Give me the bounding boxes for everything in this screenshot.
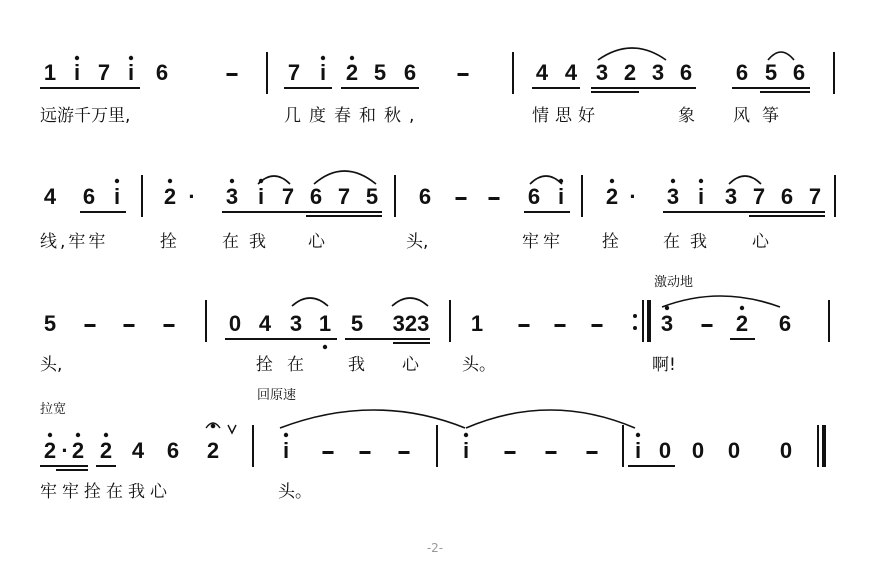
underline [341,87,419,89]
slur [598,48,666,60]
lyric: 啊! [652,355,676,375]
note: 3 [666,184,680,209]
barline [828,300,830,342]
underline [628,465,675,467]
note: 6 [155,60,169,85]
barline [834,175,836,217]
barline [581,175,583,217]
dash [505,451,516,454]
note: 2 [43,438,57,463]
note: 1 [470,311,484,336]
lyric: 在我 [663,232,717,252]
note: 4 [564,60,578,85]
fermata-arc [206,423,220,428]
barline [141,175,143,217]
underline [760,91,810,93]
note: 2 [345,60,359,85]
slur [292,298,328,306]
note: 3 [660,311,674,336]
breath-mark [228,425,236,433]
high-octave-dot [76,433,80,437]
note: 3 [225,184,239,209]
note: 4 [131,438,145,463]
underline [56,469,88,471]
slur [258,176,290,184]
note: 5 [373,60,387,85]
dash [124,324,135,327]
note: · [629,184,637,209]
lyric: 线,牢牢 [40,232,109,252]
note: 0 [691,438,705,463]
high-octave-dot [464,433,468,437]
note: 2 [163,184,177,209]
dash [489,197,500,200]
lyric: 心 [402,355,419,375]
note: 0 [727,438,741,463]
dash [360,451,371,454]
high-octave-dot [665,306,669,310]
note: 6 [527,184,541,209]
lyric: 拴 [602,232,619,252]
repeat-barline [642,300,644,342]
barline [205,300,207,342]
dash [519,324,530,327]
underline [80,211,126,213]
underline [749,215,825,217]
underline [96,465,116,467]
note: 3 [724,184,738,209]
barline [622,425,624,467]
barline [449,300,451,342]
high-octave-dot [115,179,119,183]
note: 2 [71,438,85,463]
dash [323,451,334,454]
high-octave-dot [610,179,614,183]
note: i [73,60,81,85]
lyric: 我 [348,355,365,375]
high-octave-dot [284,433,288,437]
high-octave-dot [48,433,52,437]
note: i [282,438,290,463]
underline [663,211,825,213]
underline [730,338,755,340]
note: 5 [43,311,57,336]
dash [555,324,566,327]
note: 7 [337,184,351,209]
annotation: 拉宽 [40,402,67,417]
tie [466,410,635,428]
note: 6 [403,60,417,85]
high-octave-dot [636,433,640,437]
lyric: 心 [308,232,325,252]
note: 7 [752,184,766,209]
dash [164,324,175,327]
lyric: 牢牢 [522,232,564,252]
note: 5 [365,184,379,209]
underline [40,465,88,467]
slur [729,176,761,184]
barline [252,425,254,467]
dash [458,73,469,76]
high-octave-dot [559,179,563,183]
lyric: 远游千万里, [40,106,131,126]
page-number: -2- [426,541,444,555]
note: 2 [99,438,113,463]
high-octave-dot [104,433,108,437]
high-octave-dot [671,179,675,183]
underline [524,211,570,213]
repeat-dot [633,326,637,330]
note: 2 [735,311,749,336]
note: 323 [392,311,430,336]
underline [284,87,332,89]
note: 3 [595,60,609,85]
lyric: 拴在 [256,355,318,375]
repeat-dot [633,314,637,318]
note: · [61,438,69,463]
final-barline [822,425,826,467]
underline [345,338,430,340]
note: i [127,60,135,85]
repeat-barline-thick [647,300,651,342]
note: 5 [764,60,778,85]
lyric: 头, [406,232,429,252]
barline [512,52,514,94]
note: i [319,60,327,85]
lyric: 头, [40,355,63,375]
underline [591,91,639,93]
underline [40,87,140,89]
slur [314,171,376,184]
note: 4 [535,60,549,85]
lyric: 头。 [462,355,496,375]
fermata [206,423,236,433]
underline [306,215,382,217]
annotation: 回原速 [257,388,297,403]
dash [85,324,96,327]
lyric: 风筝 [733,106,791,126]
low-octave-dot [323,345,327,349]
note: 6 [735,60,749,85]
barline [394,175,396,217]
note: 6 [778,311,792,336]
lyric: 头。 [278,482,312,502]
annotation: 激动地 [654,275,694,290]
dash [456,197,467,200]
lyric: 几度春和秋, [284,106,423,126]
slur [768,52,794,60]
note: 6 [82,184,96,209]
barline [436,425,438,467]
note: 0 [779,438,793,463]
slur [662,296,780,307]
high-octave-dot [168,179,172,183]
note: 5 [350,311,364,336]
note: 6 [780,184,794,209]
note: 7 [281,184,295,209]
note: 6 [309,184,323,209]
note: 3 [289,311,303,336]
note: 7 [287,60,301,85]
note: 2 [623,60,637,85]
dash [546,451,557,454]
note: 6 [792,60,806,85]
fermata-dot [211,424,214,427]
dash [592,324,603,327]
note: · [188,184,196,209]
underline [532,87,580,89]
note: i [557,184,565,209]
note: 6 [418,184,432,209]
note: 2 [605,184,619,209]
note: i [257,184,265,209]
note: 6 [166,438,180,463]
barline [266,52,268,94]
note: 2 [206,438,220,463]
slur [530,176,562,184]
note: 0 [658,438,672,463]
dash [399,451,410,454]
note: i [113,184,121,209]
high-octave-dot [699,179,703,183]
lyric: 拴 [160,232,177,252]
note: 1 [43,60,57,85]
underline [591,87,696,89]
note: 4 [43,184,57,209]
underline [225,338,337,340]
note: 6 [679,60,693,85]
lyric: 在我 [222,232,276,252]
underline [393,342,430,344]
note: 7 [808,184,822,209]
lyric: 象 [678,106,695,126]
note: 4 [258,311,272,336]
high-octave-dot [740,306,744,310]
high-octave-dot [230,179,234,183]
high-octave-dot [259,179,263,183]
note: i [462,438,470,463]
lyric: 情思好 [532,106,601,126]
barline [833,52,835,94]
note: i [634,438,642,463]
note: 7 [97,60,111,85]
note: 1 [318,311,332,336]
lyric: 心 [752,232,769,252]
note: i [697,184,705,209]
underline [732,87,810,89]
underline [222,211,382,213]
barline [817,425,819,467]
note: 3 [651,60,665,85]
note: 0 [228,311,242,336]
lyric: 牢牢拴在我心 [40,482,172,502]
dash [587,451,598,454]
slur [392,298,428,306]
dash [702,324,713,327]
dash [227,73,238,76]
